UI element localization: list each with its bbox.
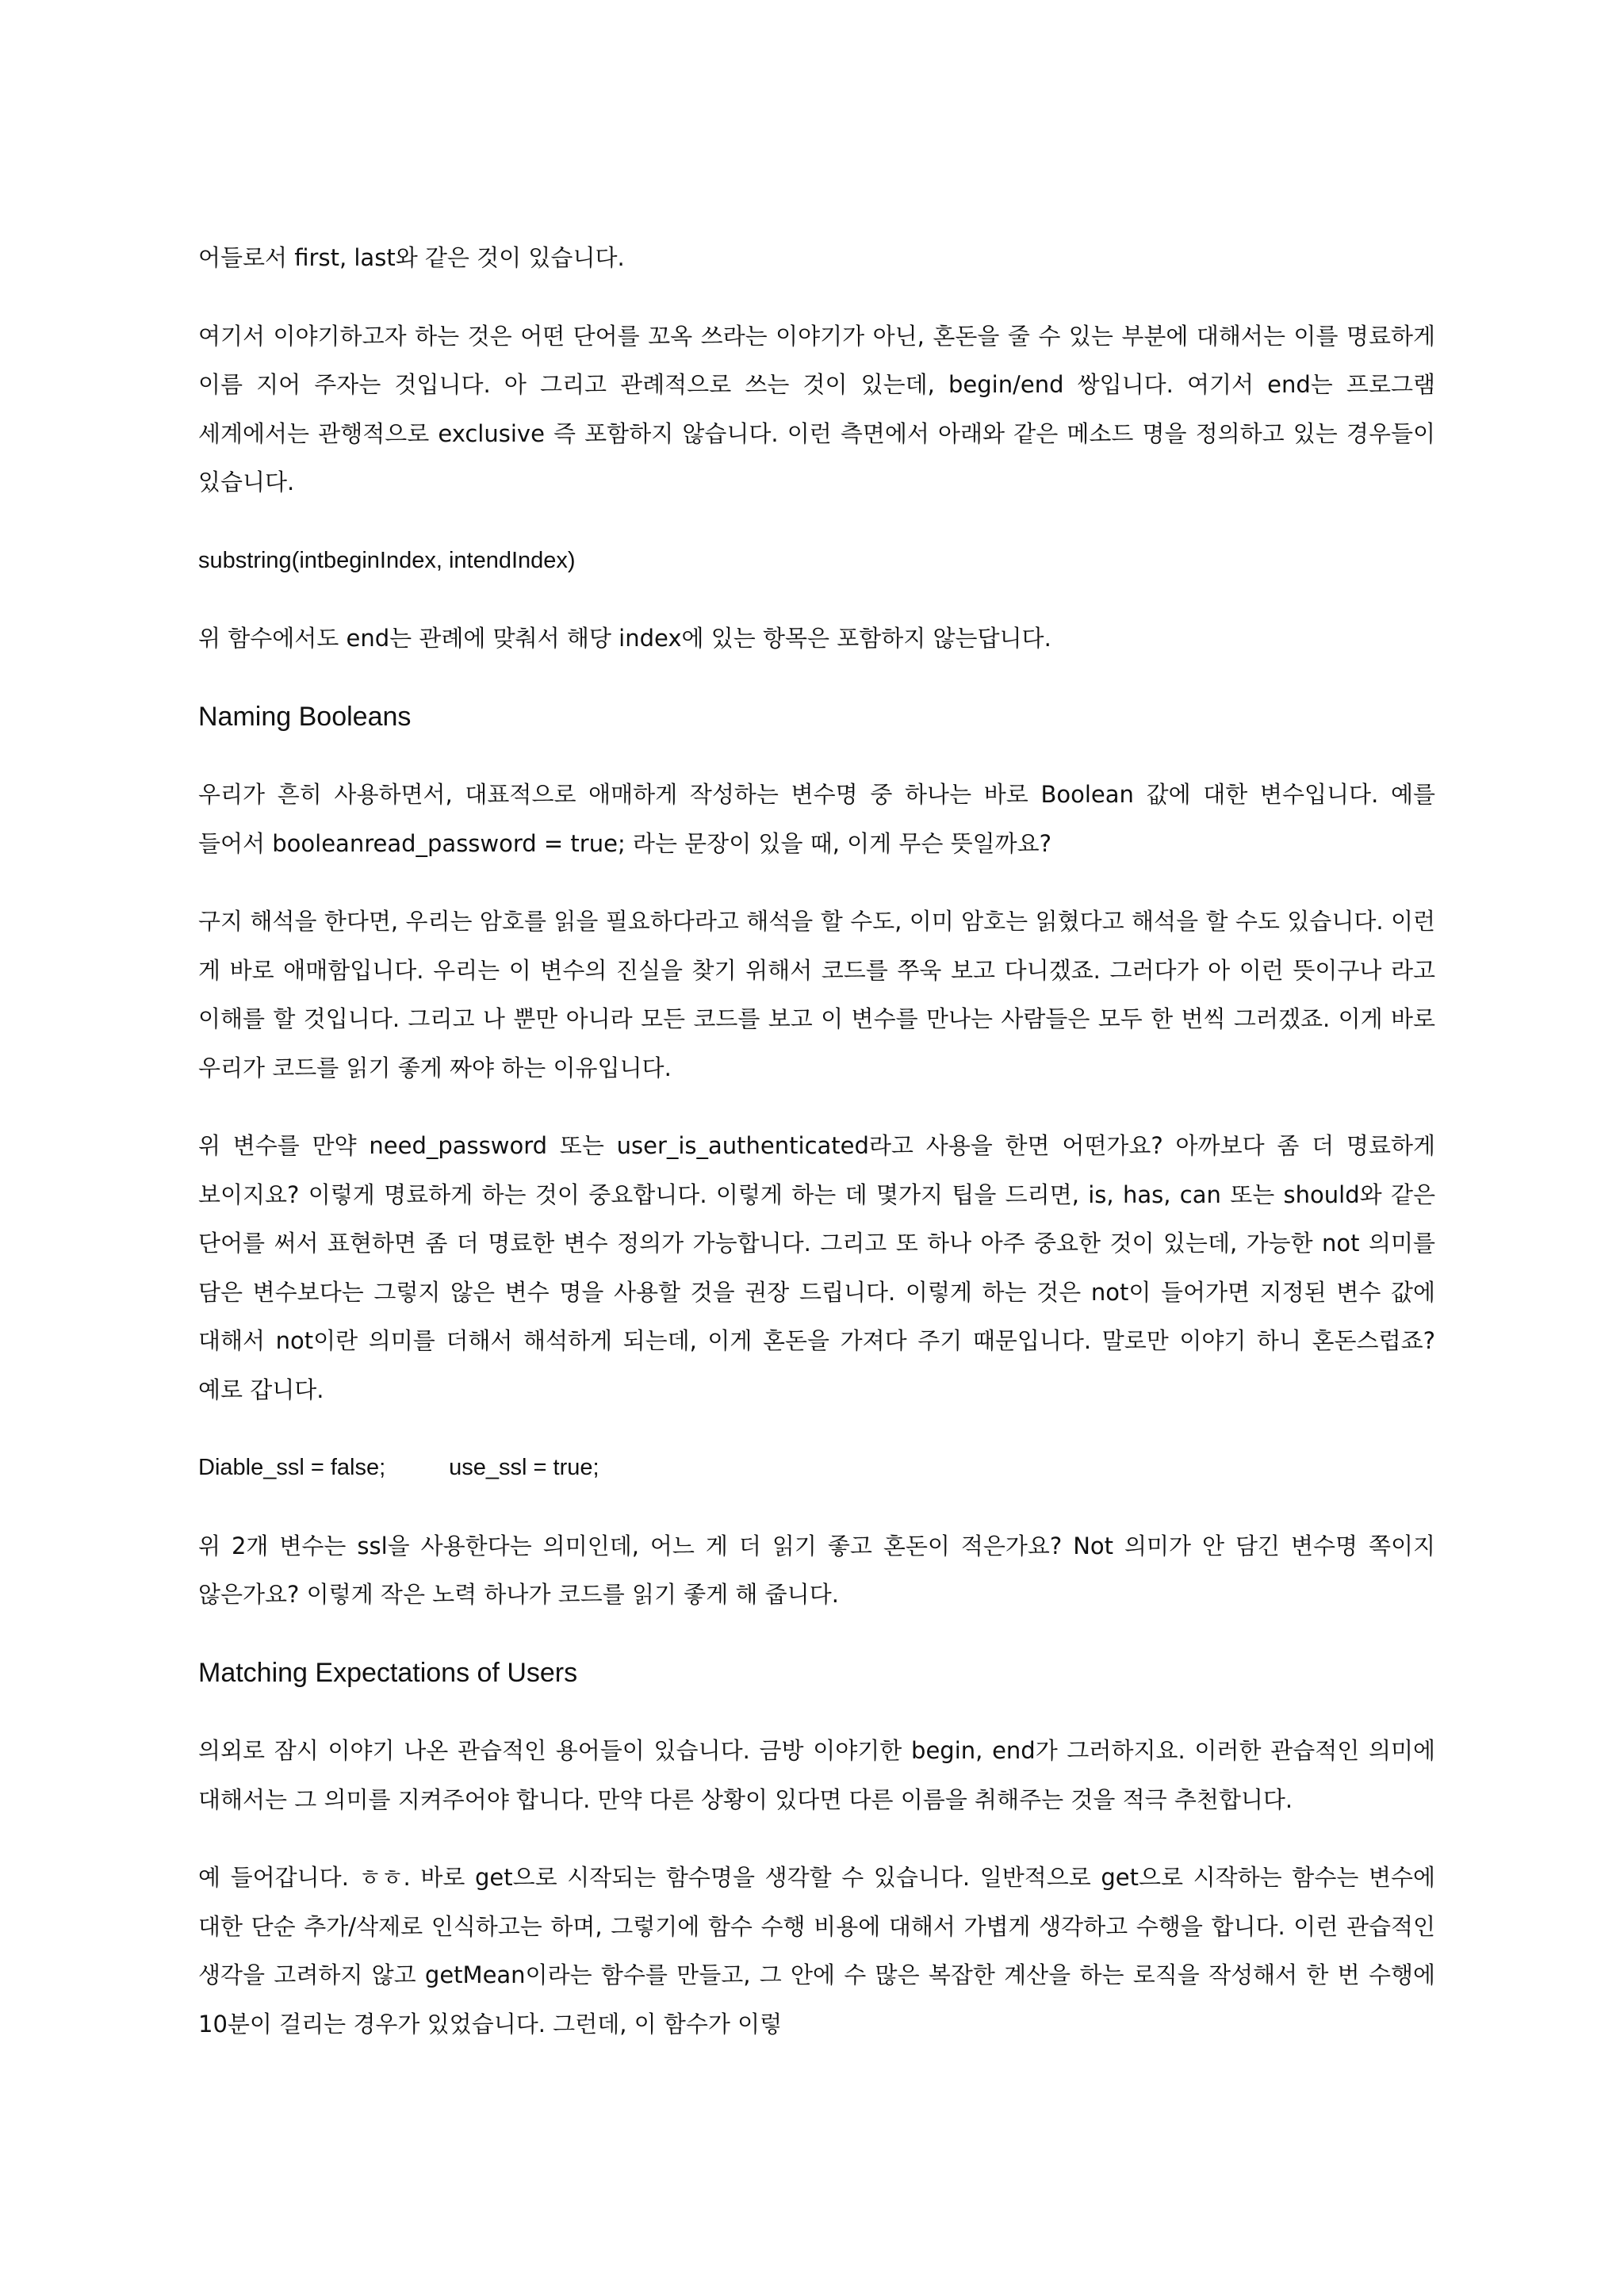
paragraph: 여기서 이야기하고자 하는 것은 어떤 단어를 꼬옥 쓰라는 이야기가 아닌, 혼돈을 줄 수 있는 부분에 대해서는 이를 명료하게 이름 지어 주자는 것입니다. 아 그리고 관례적으로 쓰는 것이 있는데, begin/end 쌍입니다. 여기서 end는 프로그램 세계에서는 관행적으로 exclusive 즉 포함하지 않습니다. 이런 측면에서 아래와 같은 메소드 명을 정의하고 있는 경우들이 있습니다.	[198, 322, 1435, 496]
paragraph: 위 변수를 만약 need_password 또는 user_is_authenticated라고 사용을 한면 어떤가요? 아까보다 좀 더 명료하게 보이지요? 이렇게 명료하게 하는 것이 중요합니다. 이렇게 하는 데 몇가지 팁을 드리면, is, has, can 또는 should와 같은 단어를 써서 표현하면 좀 더 명료한 변수 정의가 가능합니다. 그리고 또 하나 아주 중요한 것이 있는데, 가능한 not 의미를 담은 변수보다는 그렇지 않은 변수 명을 사용할 것을 권장 드립니다. 이렇게 하는 것은 not이 들어가면 지정된 변수 값에 대해서 not이란 의미를 더해서 해석하게 되는데, 이게 혼돈을 가져다 주기 때문입니다. 말로만 이야기 하니 혼돈스럽죠? 예로 갑니다.	[198, 1132, 1435, 1403]
paragraph: 우리가 흔히 사용하면서, 대표적으로 애매하게 작성하는 변수명 중 하나는 바로 Boolean 값에 대한 변수입니다. 예를 들어서 booleanread_password = true; 라는 문장이 있을 때, 이게 무슨 뜻일까요?	[198, 781, 1435, 857]
paragraph: 위 함수에서도 end는 관례에 맞춰서 해당 index에 있는 항목은 포함하지 않는답니다.	[198, 625, 1051, 652]
document-page	[198, 234, 1435, 2078]
section-heading: Matching Expectations of Users	[198, 1657, 578, 1688]
code-example-left: Diable_ssl = false;	[198, 1455, 386, 1480]
paragraph: 위 2개 변수는 ssl을 사용한다는 의미인데, 어느 게 더 읽기 좋고 혼돈이 적은가요? Not 의미가 안 담긴 변수명 쪽이지 않은가요? 이렇게 작은 노력 하나가 코드를 읽기 좋게 해 줍니다.	[198, 1532, 1435, 1608]
paragraph: 어들로서 first, last와 같은 것이 있습니다.	[198, 244, 625, 271]
code-example: substring(intbeginIndex, intendIndex)	[198, 547, 576, 573]
code-example-right: use_ssl = true;	[449, 1455, 599, 1480]
paragraph: 구지 해석을 한다면, 우리는 암호를 읽을 필요하다라고 해석을 할 수도, 이미 암호는 읽혔다고 해석을 할 수도 있습니다. 이런 게 바로 애매함입니다. 우리는 이 변수의 진실을 찾기 위해서 코드를 쭈욱 보고 다니겠죠. 그러다가 아 이런 뜻이구나 라고 이해를 할 것입니다. 그리고 나 뿐만 아니라 모든 코드를 보고 이 변수를 만나는 사람들은 모두 한 번씩 그러겠죠. 이게 바로 우리가 코드를 읽기 좋게 짜야 하는 이유입니다.	[198, 908, 1435, 1081]
code-example-pair	[198, 1444, 1435, 1493]
paragraph: 의외로 잠시 이야기 나온 관습적인 용어들이 있습니다. 금방 이야기한 begin, end가 그러하지요. 이러한 관습적인 의미에 대해서는 그 의미를 지켜주어야 합니다. 만약 다른 상황이 있다면 다른 이름을 취해주는 것을 적극 추천합니다.	[198, 1737, 1435, 1813]
section-heading: Naming Booleans	[198, 701, 412, 732]
paragraph: 예 들어갑니다. ㅎㅎ. 바로 get으로 시작되는 함수명을 생각할 수 있습니다. 일반적으로 get으로 시작하는 함수는 변수에 대한 단순 추가/삭제로 인식하고는 하며, 그렇기에 함수 수행 비용에 대해서 가볍게 생각하고 수행을 합니다. 이런 관습적인 생각을 고려하지 않고 getMean이라는 함수를 만들고, 그 안에 수 많은 복잡한 계산을 하는 로직을 작성해서 한 번 수행에 10분이 걸리는 경우가 있었습니다. 그런데, 이 함수가 이렇	[198, 1864, 1435, 2038]
